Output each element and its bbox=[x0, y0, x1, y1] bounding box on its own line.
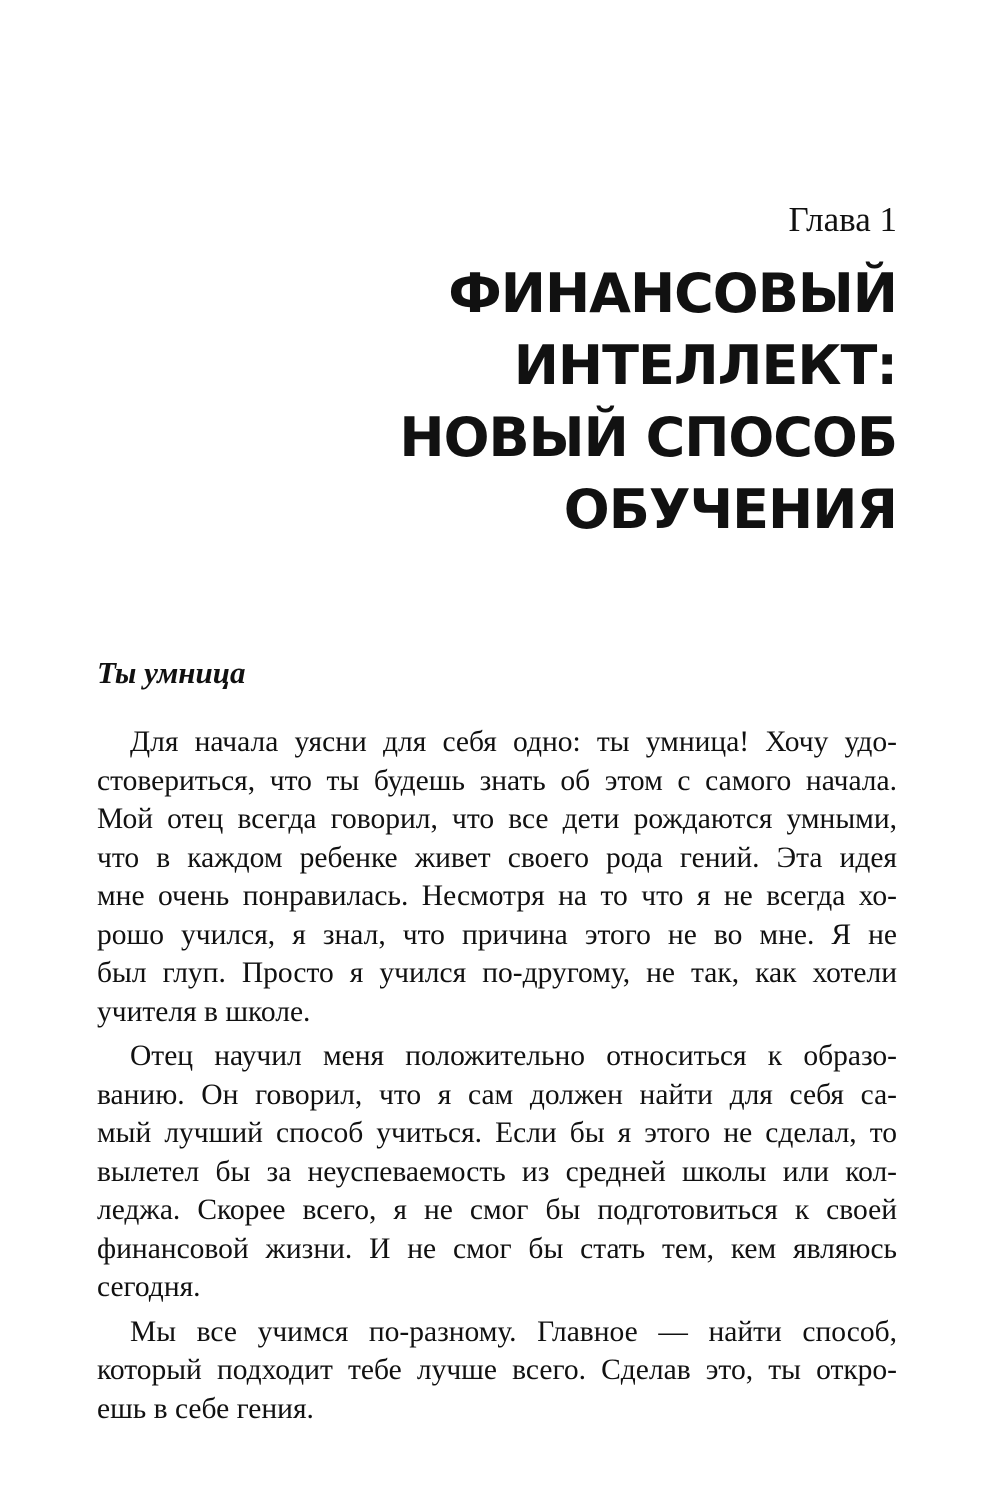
paragraph bbox=[97, 1313, 897, 1429]
text-line: ванию. Он говорил, что я сам должен найти для себя са- bbox=[97, 1078, 897, 1111]
title-line: НОВЫЙ СПОСОБ bbox=[399, 406, 897, 469]
text-line: Отец научил меня положительно относиться к образо- bbox=[130, 1040, 897, 1072]
text-line: Мой отец всегда говорил, что все дети рождаются умными, bbox=[97, 803, 897, 835]
text-line: леджа. Скорее всего, я не смог бы подготовиться к своей bbox=[97, 1194, 897, 1226]
text-line: рошо учился, я знал, что причина этого не во мне. Я не bbox=[97, 918, 897, 951]
text-line: Для начала уясни для себя одно: ты умница! Хочу удо- bbox=[130, 726, 897, 758]
chapter-title bbox=[399, 258, 897, 546]
section-heading: Ты умница bbox=[97, 655, 246, 690]
text-line: сегодня. bbox=[97, 1271, 201, 1303]
paragraph bbox=[97, 723, 897, 1031]
text-line: стовериться, что ты будешь знать об этом с самого начала. bbox=[97, 764, 897, 797]
text-line: ешь в себе гения. bbox=[97, 1392, 314, 1425]
text-line: мый лучший способ учиться. Если бы я этого не сделал, то bbox=[97, 1117, 897, 1149]
title-line: ФИНАНСОВЫЙ bbox=[448, 262, 897, 325]
body-text bbox=[97, 723, 897, 1434]
chapter-label: Глава 1 bbox=[788, 200, 897, 239]
text-line: вылетел бы за неуспеваемость из средней школы или кол- bbox=[97, 1155, 897, 1188]
text-line: что в каждом ребенке живет своего рода гений. Эта идея bbox=[97, 841, 897, 874]
title-line: ИНТЕЛЛЕКТ: bbox=[513, 334, 897, 397]
text-line: учителя в школе. bbox=[97, 995, 311, 1028]
paragraph bbox=[97, 1037, 897, 1307]
text-line: который подходит тебе лучше всего. Сделав это, ты откро- bbox=[97, 1354, 897, 1386]
title-line: ОБУЧЕНИЯ bbox=[563, 478, 897, 541]
text-line: был глуп. Просто я учился по-другому, не так, как хотели bbox=[97, 957, 897, 989]
text-line: финансовой жизни. И не смог бы стать тем, кем являюсь bbox=[97, 1232, 897, 1265]
text-line: мне очень понравилась. Несмотря на то что я не всегда хо- bbox=[97, 880, 897, 912]
text-line: Мы все учимся по-разному. Главное — найти способ, bbox=[130, 1315, 897, 1348]
